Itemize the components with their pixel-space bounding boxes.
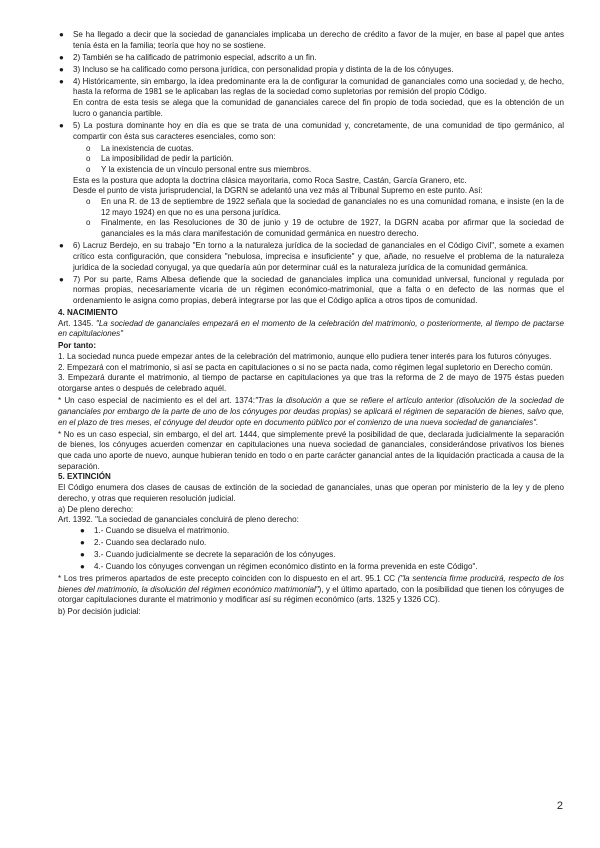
circle-bullet-icon: o [86,143,91,153]
page-number: 2 [556,800,563,812]
paragraph: * No es un caso especial, sin embargo, el del art. 1444, que simplemente prevé la posibilidad de que, declarada judicialmente la separación de bienes, los cónyuges acuerden comenzar en capitulaciones una nueva sociedad de gananciales, considerándose privativos los bienes que cada uno aporte de nuevo, aunque hubieran tenido en todo o en parte carácter ganancial antes de la liquidación practicada a causa de la separación. [58,429,564,471]
circle-bullet-icon: o [86,164,91,174]
paragraph: Esta es la postura que adopta la doctrina clásica mayoritaria, como Roca Sastre, Castán, García Granero, etc. [73,175,467,185]
list-item: ● 3) Incluso se ha calificado como persona jurídica, con personalidad propia y distinta de la de los cónyuges. [59,64,454,74]
list-item: ● 1.- Cuando se disuelva el matrimonio. [80,525,230,535]
paragraph: Art. 1345. "La sociedad de gananciales empezará en el momento de la celebración del matrimonio, o posteriormente, al tiempo de pactarse en capitulaciones" [58,318,564,339]
document-body [58,30,564,618]
list-item: ● 2.- Cuando sea declarado nulo. [80,537,207,547]
paragraph: 3. Empezará durante el matrimonio, al tiempo de pactarse en capitulaciones ya que tras la reforma de 2 de mayo de 1975 éstas pueden otorgarse antes o después de celebrado aquél. [58,373,564,394]
bullet-icon: ● [80,537,85,547]
list-item: ● 3.- Cuando judicialmente se decrete la separación de los cónyuges. [80,549,336,559]
sub-list-item: o Finalmente, en las Resoluciones de 30 de junio y 19 de octubre de 1927, la DGRN acaba por afirmar que la sociedad de gananciales es la más clara manifestación de comunidad germánica en nuestro derecho. [86,218,564,239]
paragraph: El Código enumera dos clases de causas de extinción de la sociedad de gananciales, unas que operan por ministerio de la ley y de pleno derecho, y otras que requieren resolución judicial. [58,483,564,503]
paragraph: * Un caso especial de nacimiento es el del art. 1374:"Tras la disolución a que se refiere el artículo anterior (disolución de la sociedad de gananciales por embargo de la parte de uno de los cónyuges por deudas propias) se aplicará el régimen de separación de bienes, salvo que, en el plazo de tres meses, el cónyuge del deudor opte en documento público por el comienzo de una nueva sociedad de gananciales". [58,396,564,427]
paragraph: Desde el punto de vista jurisprudencial, la DGRN se adelantó una vez más al Tribunal Supremo en este punto. Así: [73,186,483,196]
bullet-icon: ● [80,561,85,571]
section-heading-extincion: 5. EXTINCIÓN [58,472,111,482]
bullet-icon: ● [59,64,64,74]
bullet-icon: ● [59,274,64,284]
paragraph: * Los tres primeros apartados de este precepto coinciden con lo dispuesto en el art. 95.1 CC ("la sentencia firme producirá, respecto de los bienes del matrimonio, la disolución del régimen económico matrimonial"), y el último apartado, con la posibilidad que tienen los cónyuges de otorgar capitulaciones durante el matrimonio y modificar así su régimen económico (arts. 1325 y 1326 CC). [58,573,565,605]
list-item: ● 6) Lacruz Berdejo, en su trabajo "En torno a la naturaleza jurídica de la sociedad de gananciales en el Código Civil", somete a examen crítico esta configuración, que considera "nebulosa, imprecisa e insuficiente" y que, añade, no resuelve el problema de la naturaleza jurídica de la sociedad conyugal, ya que quedaría aún por determinar cuál es la naturaleza jurídica de la comunidad germánica. [59,241,564,272]
sub-list-item: o Y la existencia de un vínculo personal entre sus miembros. [86,164,312,174]
paragraph: 1. La sociedad nunca puede empezar antes de la celebración del matrimonio, aunque ello pudiera tener interés para los futuros cónyuges. [58,352,552,362]
bullet-icon: ● [59,120,64,130]
paragraph: Por tanto: [58,341,96,351]
circle-bullet-icon: o [86,154,91,164]
bullet-icon: ● [59,52,64,62]
list-item: ● 7) Por su parte, Rams Albesa defiende que la sociedad de gananciales implica una comunidad universal, funcional y regulada por normas propias, necesariamente vicaria de un régimen económico-matrimonial, que a falta o en defecto de las normas que el ordenamiento le asigna como propias, deberá integrarse por las que el Código aplica a otros tipos de comunidad. [59,274,564,305]
bullet-icon: ● [59,241,64,251]
bullet-icon: ● [80,549,85,559]
bullet-icon: ● [59,76,64,86]
list-item: ● 2) También se ha calificado de patrimonio especial, adscrito a un fin. [59,52,317,62]
paragraph: b) Por decisión judicial: [58,607,141,617]
sub-list-item: o La imposibilidad de pedir la partición. [86,154,234,164]
paragraph: Art. 1392. "La sociedad de gananciales concluirá de pleno derecho: [58,515,299,525]
circle-bullet-icon: o [86,218,91,228]
bullet-icon: ● [80,525,85,535]
list-item: ● 5) La postura dominante hoy en día es que se trata de una comunidad y, concretamente, de una comunidad de tipo germánico, al compartir con ésta sus caracteres esenciales, como son: [59,120,564,141]
bullet-icon: ● [59,30,64,39]
section-heading-nacimiento: 4. NACIMIENTO [58,307,118,317]
list-item: ● Se ha llegado a decir que la sociedad de gananciales implicaba un derecho de crédito a favor de la mujer, en base al papel que antes tenía ésta en la familia; teoría que hoy no se sostiene. [59,30,564,50]
list-item: ● 4) Históricamente, sin embargo, la idea predominante era la de configurar la comunidad de gananciales como una sociedad y, de hecho, hasta la reforma de 1981 se le aplicaban las reglas de la sociedad como supletorias por remisión del propio Código. En contra de esta tesis se alega que la comunidad de gananciales carece del fin propio de toda sociedad, que es la obtención de un lucro o ganancia partible. [59,76,564,118]
paragraph: 2. Empezará con el matrimonio, si así se pacta en capitulaciones o si no se pacta nada, como régimen legal supletorio en Derecho común. [58,362,553,372]
list-item: ● 4.- Cuando los cónyuges convengan un régimen económico distinto en la forma prevenida en este Código". [80,561,478,571]
paragraph: a) De pleno derecho: [58,504,134,514]
sub-list-item: o La inexistencia de cuotas. [86,143,194,153]
sub-list-item: o En una R. de 13 de septiembre de 1922 señala que la sociedad de gananciales no es una comunidad romana, e insiste (en la de 12 mayo 1924) en que no es una persona jurídica. [86,197,564,217]
paragraph: En contra de esta tesis se alega que la comunidad de gananciales carece del fin propio de toda sociedad, que es la obtención de un lucro o ganancia partible. [73,98,564,118]
circle-bullet-icon: o [86,197,91,207]
